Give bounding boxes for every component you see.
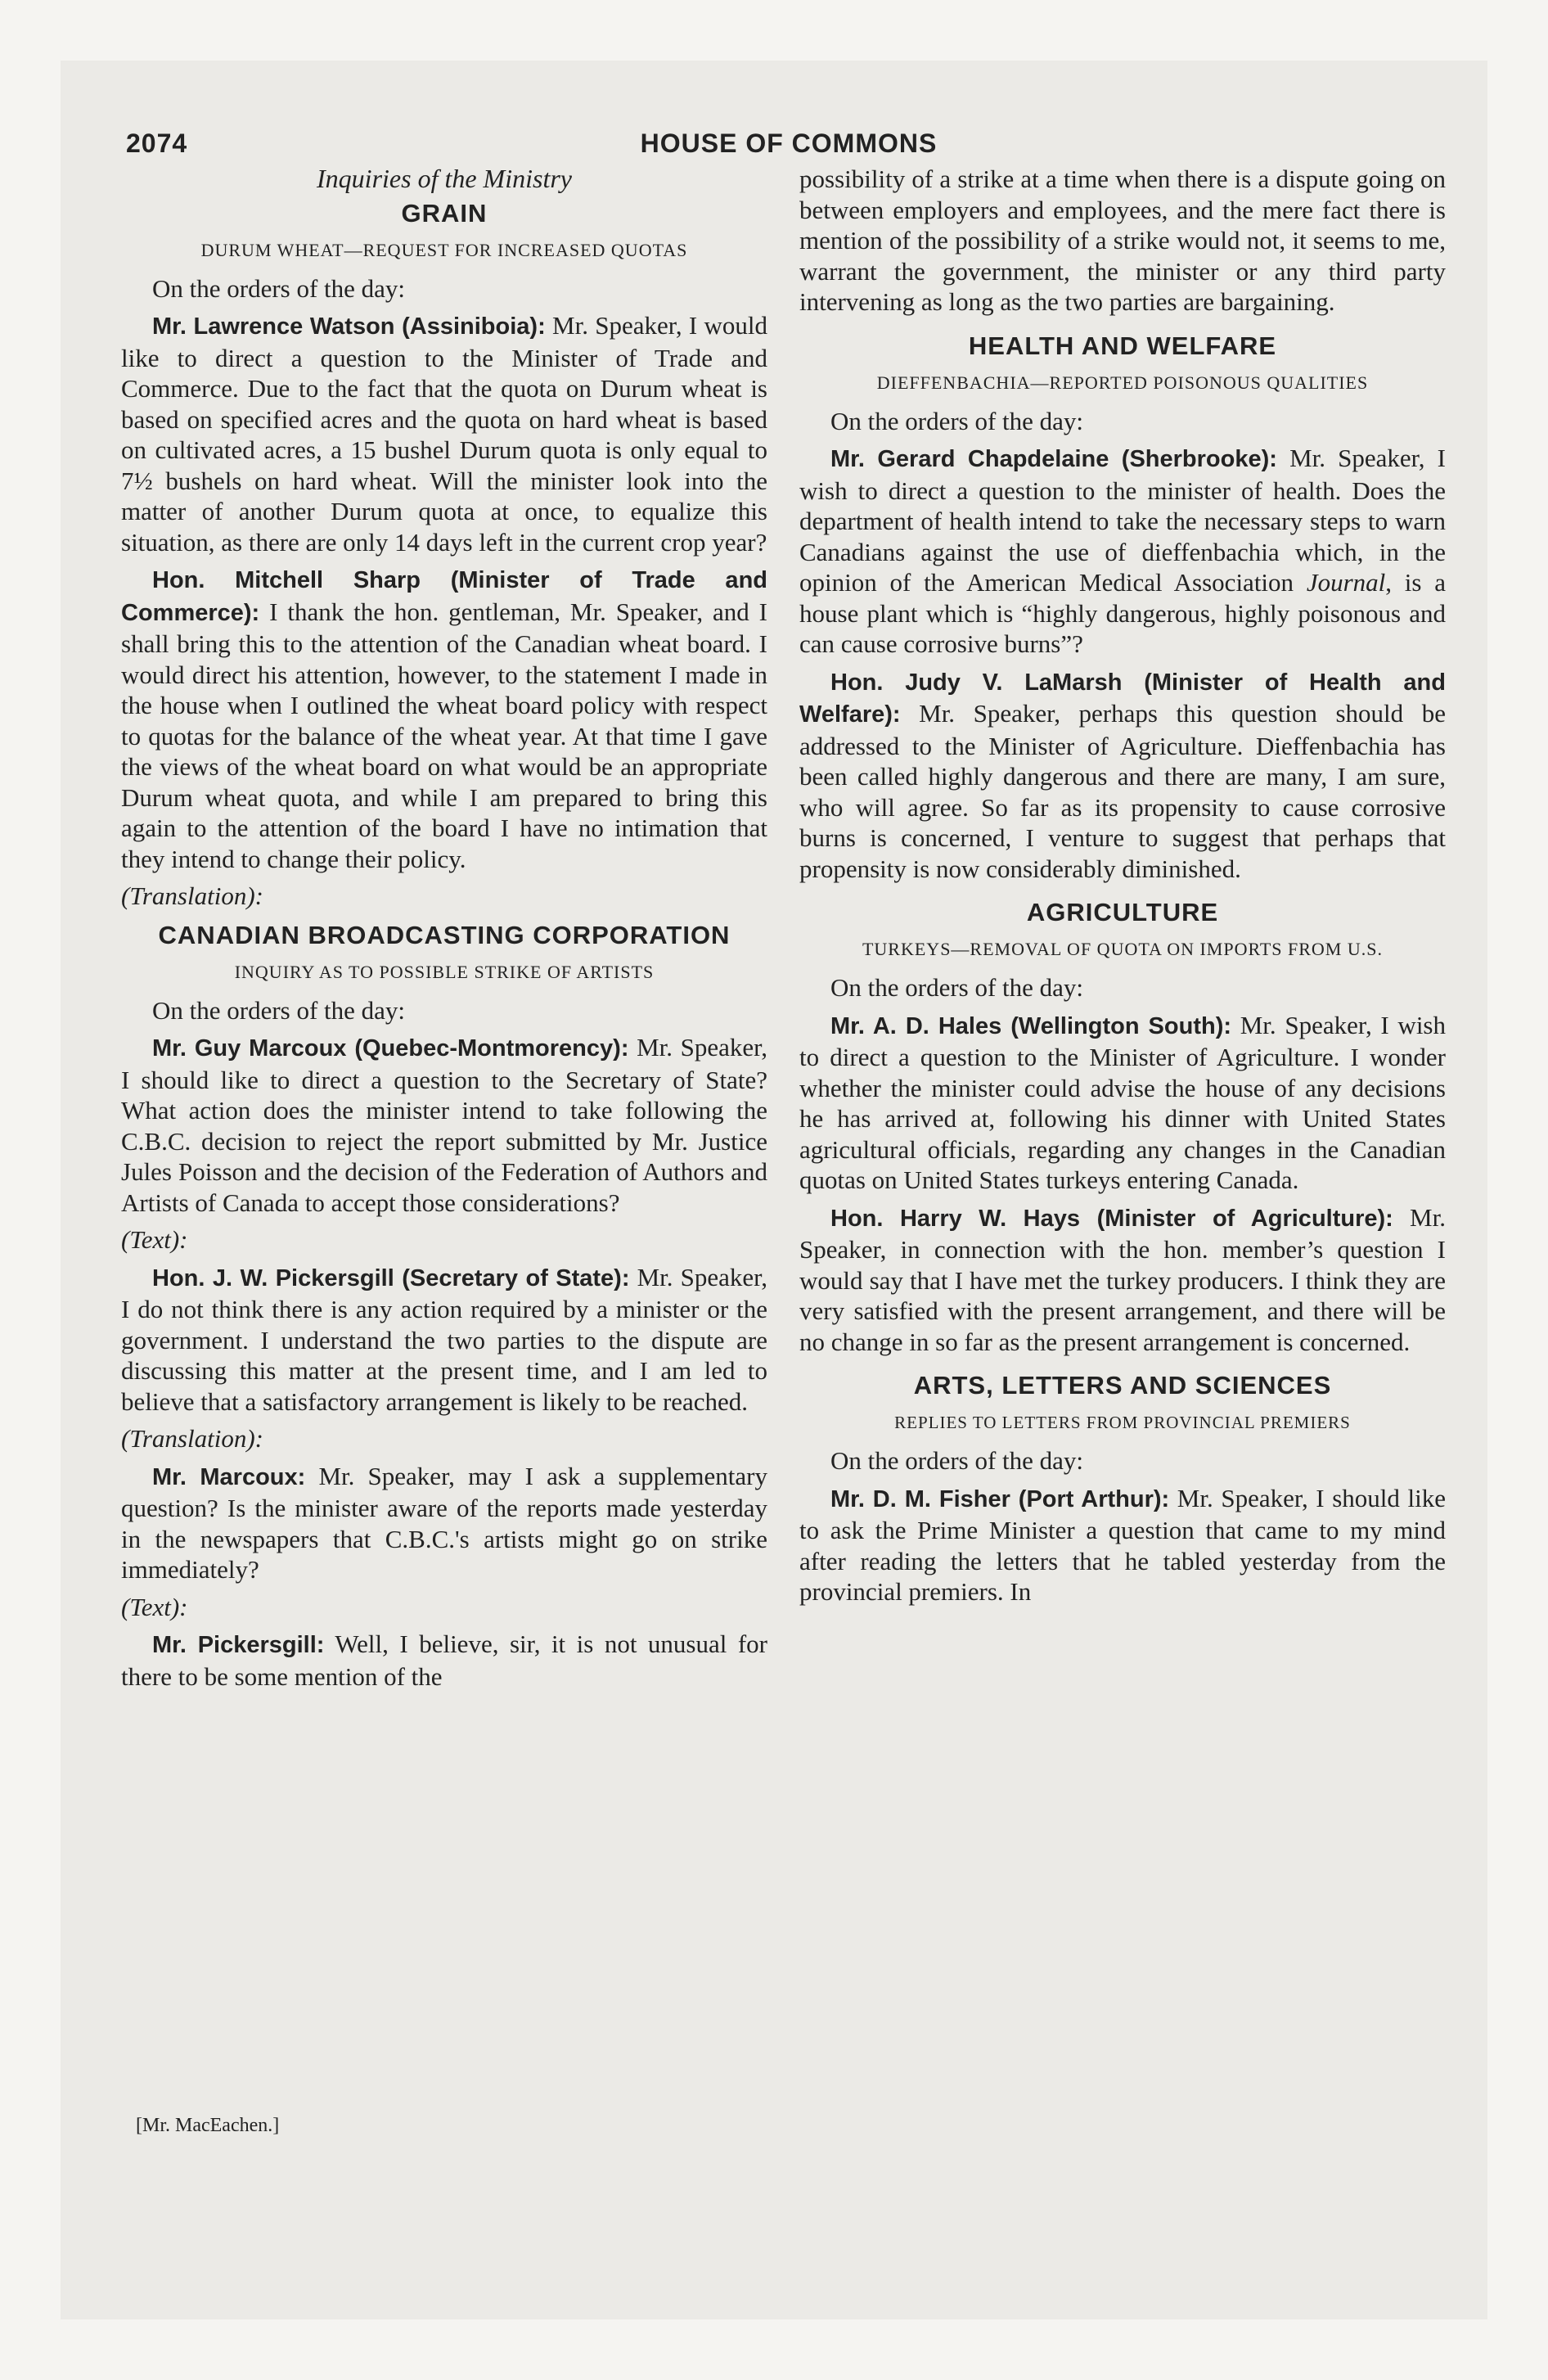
speaker-name: Hon. Mitchell Sharp (Minister of Trade and Commerce): (121, 567, 767, 626)
speech-marcoux (121, 1032, 767, 1218)
speech-hays (799, 1202, 1446, 1358)
left-column (121, 164, 767, 1698)
speech-pickersgill (121, 1262, 767, 1418)
speaker-name: Hon. J. W. Pickersgill (Secretary of State): (152, 1264, 630, 1291)
speech-text: , is a house plant which is “highly dangerous, highly poisonous and can cause corrosive burns”? (799, 568, 1447, 658)
speech-text: I thank the hon. gentleman, Mr. Speaker, and I shall bring this to the attention of the Canadian wheat board. I would direct his attention, however, to the statement I made in the house when I outlined the wheat board policy with respect to quotas for the balance of the wheat year. At that time I gave the views of the wheat board on what would be an appropriate Durum wheat quota, and while I am prepared to bring this again to the attention of the board I have no intimation that they intend to change their policy. (121, 597, 767, 873)
speaker-name: Mr. Pickersgill: (152, 1632, 325, 1658)
speech-hales (799, 1010, 1446, 1196)
speaker-name: Mr. Lawrence Watson (Assiniboia): (152, 313, 546, 340)
speech-chapdelaine (799, 443, 1446, 660)
speech-pickersgill-2 (121, 1629, 767, 1692)
translation-note: (Translation): (121, 1424, 263, 1453)
journal-title: Journal (1306, 568, 1386, 597)
speaker-name: Mr. D. M. Fisher (Port Arthur): (830, 1485, 1170, 1512)
subheading-turkeys: TURKEYS—REMOVAL OF QUOTA ON IMPORTS FROM U.S. (862, 939, 1383, 959)
speaker-name: Mr. Guy Marcoux (Quebec-Montmorency): (152, 1035, 629, 1062)
subheading-dieffenbachia: DIEFFENBACHIA—REPORTED POISONOUS QUALITIES (876, 372, 1369, 393)
speech-text: Mr. Speaker, I should like to ask the Prime Minister a question that came to my mind after reading the letters that he tabled yesterday from the provincial premiers. In (799, 1483, 1446, 1606)
right-column (799, 164, 1446, 1614)
orders-of-day: On the orders of the day: (152, 273, 406, 303)
speech-text: Mr. Speaker, I wish to direct a question to the minister of health. Does the department of health intend to take the necessary steps to warn Canadians against the use of dieffenbachia which, in the opinion of the American Medical Association (799, 444, 1446, 597)
speaker-name: Mr. Gerard Chapdelaine (Sherbrooke): (830, 446, 1277, 472)
speech-text: Mr. Speaker, in connection with the hon. member’s question I would say that I have met the turkey producers. I think they are very satisfied with the present arrangement, and there will be no change in so far as the present arrangement is concerned. (799, 1202, 1446, 1356)
subheading-durum: DURUM WHEAT—REQUEST FOR INCREASED QUOTAS (200, 239, 688, 260)
speech-lamarsh (799, 666, 1446, 885)
speech-marcoux-2 (121, 1461, 767, 1585)
section-heading-arts: ARTS, LETTERS AND SCIENCES (913, 1371, 1332, 1400)
subheading-premiers: REPLIES TO LETTERS FROM PROVINCIAL PREMIERS (894, 1413, 1351, 1432)
section-heading-cbc: CANADIAN BROADCASTING CORPORATION (158, 920, 731, 949)
subheading-strike: INQUIRY AS TO POSSIBLE STRIKE OF ARTISTS (234, 961, 655, 982)
speech-text: Mr. Speaker, may I ask a supplementary question? Is the minister aware of the reports made yesterday in the newspapers that C.B.C.'s artists might go on strike immediately? (121, 1461, 768, 1584)
section-heading-grain: GRAIN (401, 198, 488, 228)
speech-fisher (799, 1483, 1446, 1607)
page-title: HOUSE OF COMMONS (640, 128, 938, 158)
orders-of-day: On the orders of the day: (830, 406, 1084, 435)
section-heading-health: HEALTH AND WELFARE (968, 331, 1277, 360)
orders-of-day: On the orders of the day: (830, 973, 1084, 1002)
orders-of-day: On the orders of the day: (830, 1446, 1084, 1475)
translation-note: (Translation): (121, 881, 263, 910)
speech-text: Mr. Speaker, I would like to direct a question to the Minister of Trade and Commerce. Due to the fact that the quota on Durum wheat is based on specified acres and the quota on hard wheat is based on cultivated acres, a 15 bushel Durum quota is only equal to 7½ bushels on hard wheat. Will the minister look into the matter of another Durum quota at once, to equalize this situation, as there are only 14 days left in the current crop year? (121, 311, 767, 557)
speech-text: Well, I believe, sir, it is not unusual for there to be some mention of the (121, 1629, 768, 1691)
orders-of-day: On the orders of the day: (152, 995, 406, 1025)
inquiries-heading: Inquiries of the Ministry (317, 164, 572, 193)
speech-text: Mr. Speaker, I wish to direct a question to the Minister of Agriculture. I wonder whether the minister could advise the house of any decisions he has arrived at, following his dinner with United States agricultural officials, regarding any changes in the Canadian quotas on United States turkeys entering Canada. (799, 1010, 1446, 1194)
speaker-name: Mr. Marcoux: (152, 1463, 306, 1490)
page-number: 2074 (126, 128, 188, 158)
section-heading-agriculture: AGRICULTURE (1026, 898, 1219, 926)
page-footer: [Mr. MacEachen.] (136, 2115, 280, 2136)
text-note: (Text): (121, 1592, 188, 1621)
speech-continued: possibility of a strike at a time when there is a dispute going on between employers and employees, and the mere fact there is mention of the possibility of a strike would not, it seems to me, warrant the government, the minister or any third party intervening as long as the two parties are bargaining. (799, 165, 1446, 316)
text-note: (Text): (121, 1225, 188, 1254)
speaker-name: Hon. Judy V. LaMarsh (Minister of Health and Welfare): (799, 669, 1446, 728)
speaker-name: Mr. A. D. Hales (Wellington South): (830, 1012, 1232, 1039)
speaker-name: Hon. Harry W. Hays (Minister of Agriculture): (830, 1205, 1393, 1232)
speech-watson (121, 310, 767, 557)
speech-text: Mr. Speaker, I should like to direct a question to the Secretary of State? What action does the minister intend to take following the C.B.C. decision to reject the report submitted by Mr. Justice Jules Poisson and the decision of the Federation of Authors and Artists of Canada to accept those considerations? (121, 1033, 768, 1217)
speech-sharp (121, 564, 767, 874)
speech-text: Mr. Speaker, I do not think there is any action required by a minister or the government. I understand the two parties to the dispute are discussing this matter at the present time, and I am led to believe that a satisfactory arrangement is likely to be reached. (121, 1262, 767, 1416)
speech-text: Mr. Speaker, perhaps this question should be addressed to the Minister of Agriculture. Dieffenbachia has been called highly dangerous and there are many, I am sure, who will agree. So far as its propensity to cause corrosive burns is concerned, I venture to suggest that perhaps that propensity is now considerably diminished. (799, 699, 1446, 883)
